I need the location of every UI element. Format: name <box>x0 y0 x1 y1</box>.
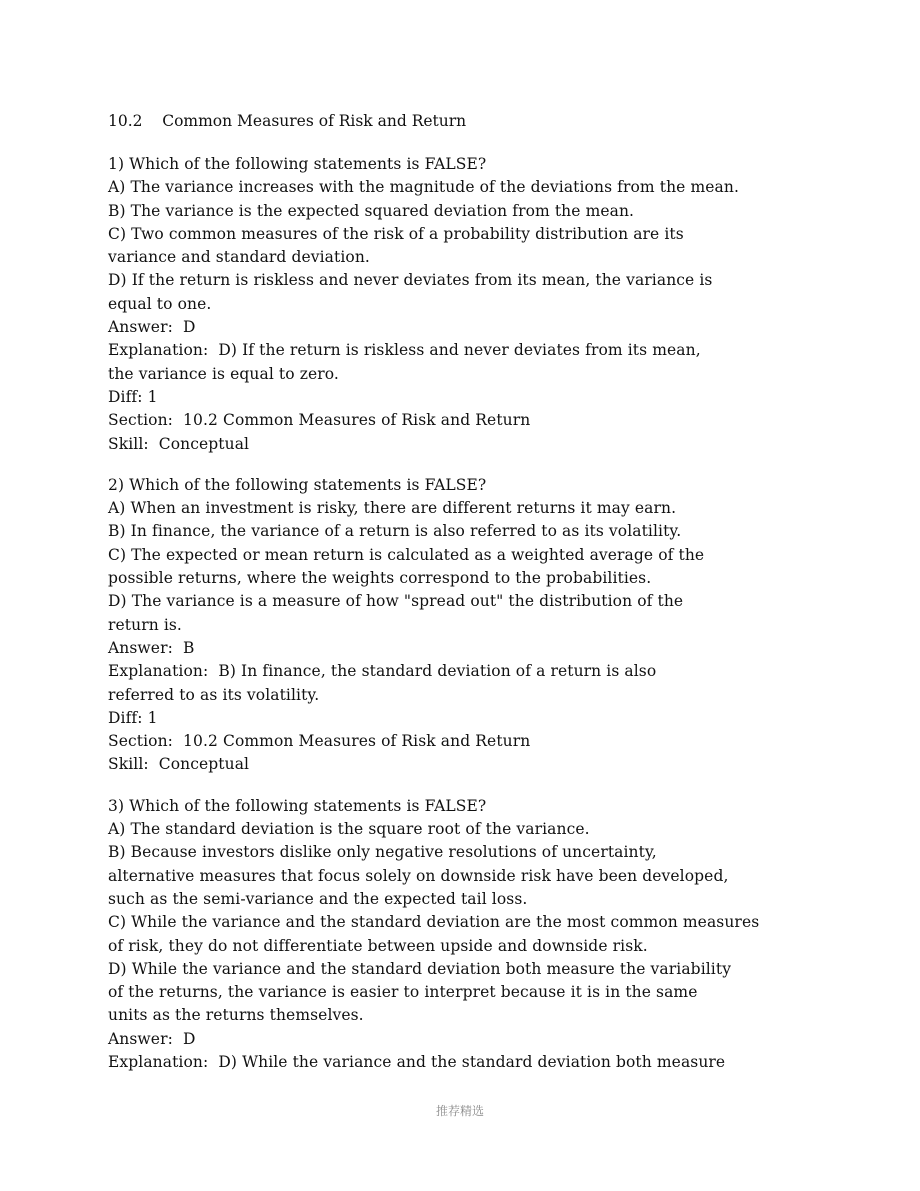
question-1-line: C) Two common measures of the risk of a probability distribution are its <box>108 224 684 243</box>
question-2-line: return is. <box>108 615 182 634</box>
document-page <box>108 110 828 1092</box>
question-3-line: such as the semi-variance and the expected tail loss. <box>108 889 528 908</box>
section-heading: 10.2 Common Measures of Risk and Return <box>108 112 467 130</box>
question-2-line: Skill: Conceptual <box>108 755 250 774</box>
question-3-line: B) Because investors dislike only negative resolutions of uncertainty, <box>108 843 657 862</box>
question-1-line: variance and standard deviation. <box>108 248 370 267</box>
question-1-line: Diff: 1 <box>108 387 158 406</box>
question-3-line: of the returns, the variance is easier to interpret because it is in the same <box>108 983 698 1002</box>
question-1-line: Section: 10.2 Common Measures of Risk and Return <box>108 411 531 430</box>
question-2-line: Explanation: B) In finance, the standard deviation of a return is also <box>108 662 657 681</box>
question-3-line: C) While the variance and the standard deviation are the most common measures <box>108 913 760 932</box>
question-1 <box>108 153 828 456</box>
question-2-line: referred to as its volatility. <box>108 685 320 704</box>
question-2 <box>108 474 828 777</box>
question-2-line: C) The expected or mean return is calculated as a weighted average of the <box>108 545 705 564</box>
question-3-line: A) The standard deviation is the square root of the variance. <box>108 820 590 839</box>
question-1-line: A) The variance increases with the magnitude of the deviations from the mean. <box>108 178 739 197</box>
question-2-line: Answer: B <box>108 638 195 657</box>
question-2-line: 2) Which of the following statements is FALSE? <box>108 475 487 494</box>
question-2-line: B) In finance, the variance of a return is also referred to as its volatility. <box>108 522 682 541</box>
question-1-line: Explanation: D) If the return is riskless and never deviates from its mean, <box>108 341 701 360</box>
question-1-line: the variance is equal to zero. <box>108 364 339 383</box>
question-1-line: Skill: Conceptual <box>108 434 250 453</box>
question-1-line: B) The variance is the expected squared deviation from the mean. <box>108 201 635 220</box>
question-3-line: D) While the variance and the standard deviation both measure the variability <box>108 959 732 978</box>
question-2-line: A) When an investment is risky, there are different returns it may earn. <box>108 499 677 518</box>
question-3-line: of risk, they do not differentiate between upside and downside risk. <box>108 936 648 955</box>
question-3-line: 3) Which of the following statements is FALSE? <box>108 796 487 815</box>
question-1-line: D) If the return is riskless and never deviates from its mean, the variance is <box>108 271 713 290</box>
question-3 <box>108 795 828 1075</box>
question-3-line: units as the returns themselves. <box>108 1006 364 1025</box>
question-2-line: Section: 10.2 Common Measures of Risk and Return <box>108 732 531 751</box>
question-3-line: alternative measures that focus solely on downside risk have been developed, <box>108 866 729 885</box>
question-2-line: possible returns, where the weights correspond to the probabilities. <box>108 569 652 588</box>
question-1-line: 1) Which of the following statements is FALSE? <box>108 155 487 173</box>
question-1-line: Answer: D <box>108 318 196 337</box>
question-3-line: Explanation: D) While the variance and the standard deviation both measure <box>108 1052 726 1071</box>
question-2-line: D) The variance is a measure of how "spread out" the distribution of the <box>108 592 684 611</box>
question-3-line: Answer: D <box>108 1029 196 1048</box>
page-footer: 推荐精选 <box>435 1104 484 1118</box>
question-2-line: Diff: 1 <box>108 708 158 727</box>
question-1-line: equal to one. <box>108 294 212 313</box>
